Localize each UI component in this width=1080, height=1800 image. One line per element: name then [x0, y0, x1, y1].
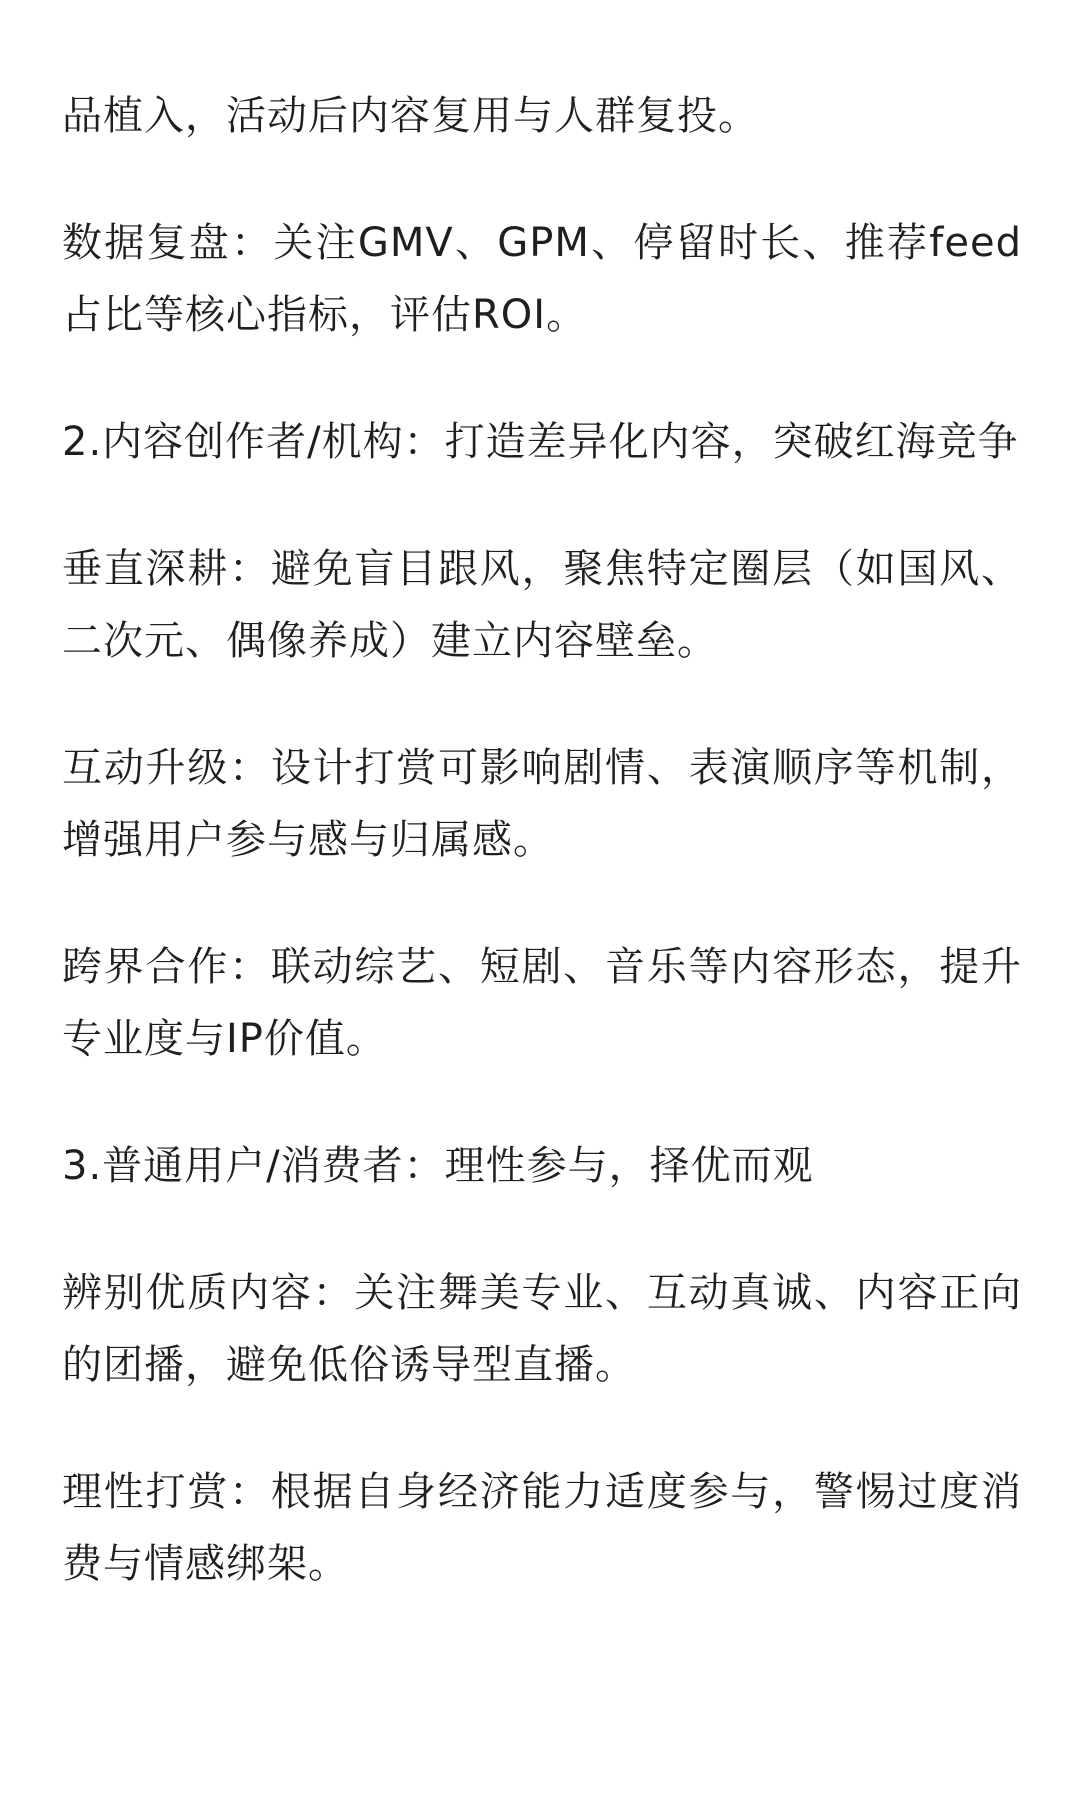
article-body [62, 80, 1022, 1600]
paragraph-rational-tipping: 理性打赏：根据自身经济能力适度参与，警惕过度消费与情感绑架。 [62, 1469, 1022, 1587]
paragraph-crossover: 跨界合作：联动综艺、短剧、音乐等内容形态，提升专业度与IP价值。 [62, 944, 1022, 1062]
paragraph-interaction-upgrade: 互动升级：设计打赏可影响剧情、表演顺序等机制，增强用户参与感与归属感。 [62, 745, 1022, 863]
heading-consumers: 3.普通用户/消费者：理性参与，择优而观 [62, 1143, 814, 1189]
paragraph-data-review: 数据复盘：关注GMV、GPM、停留时长、推荐feed占比等核心指标，评估ROI。 [62, 220, 1022, 338]
paragraph-quality-content: 辨别优质内容：关注舞美专业、互动真诚、内容正向的团播，避免低俗诱导型直播。 [62, 1270, 1022, 1388]
paragraph-plan-continued: 品植入，活动后内容复用与人群复投。 [62, 93, 759, 139]
heading-content-creators: 2.内容创作者/机构：打造差异化内容，突破红海竞争 [62, 419, 1019, 465]
paragraph-vertical-focus: 垂直深耕：避免盲目跟风，聚焦特定圈层（如国风、二次元、偶像养成）建立内容壁垒。 [62, 546, 1022, 664]
